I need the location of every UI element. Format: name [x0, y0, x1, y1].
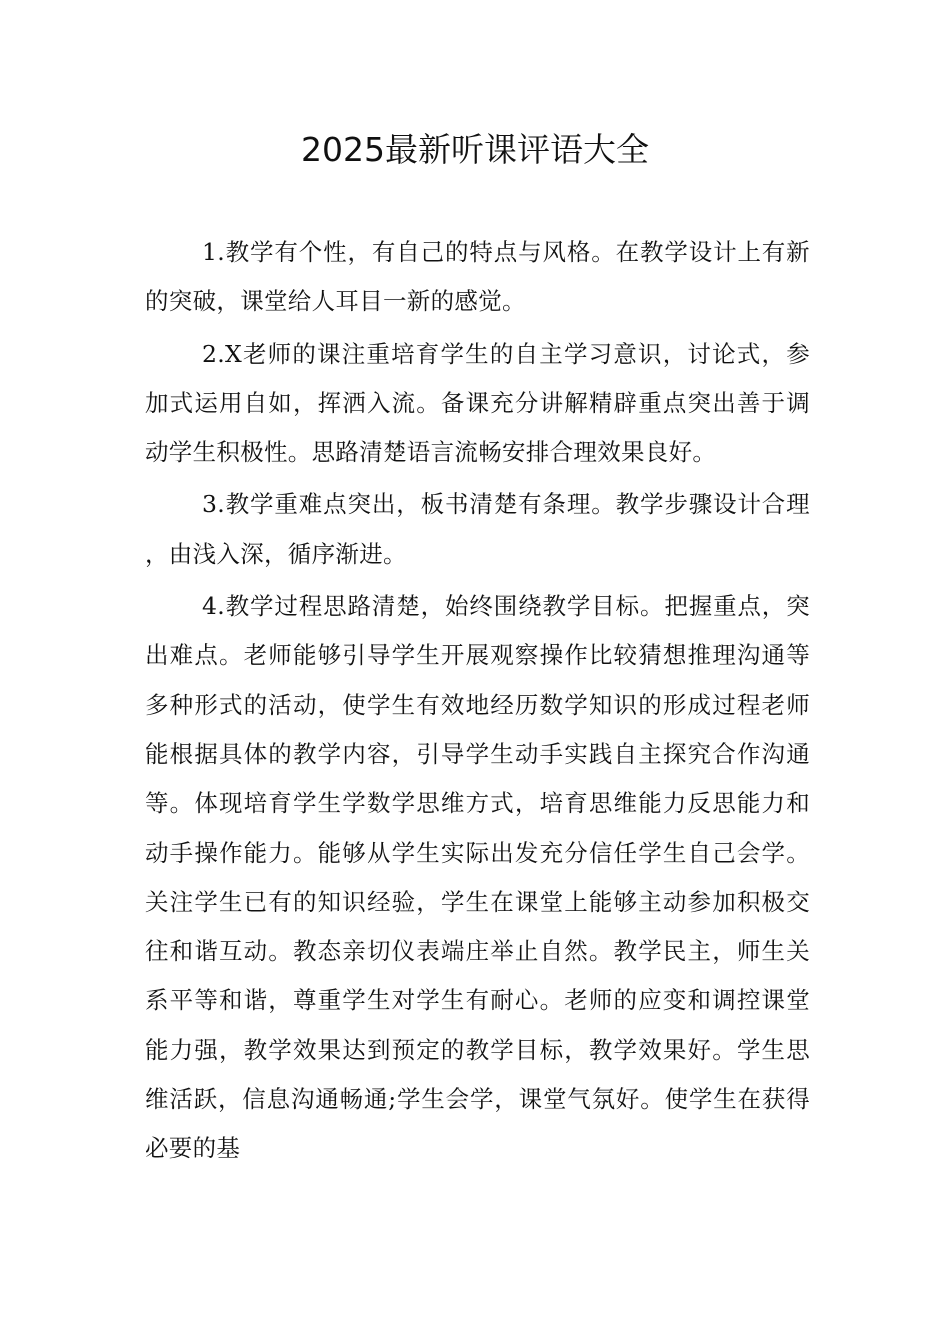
document-title: 2025最新听课评语大全 — [301, 130, 649, 169]
paragraph-3: 3.教学重难点突出，板书清楚有条理。教学步骤设计合理，由浅入深，循序渐进。 — [145, 490, 810, 568]
paragraph-2: 2.X老师的课注重培育学生的自主学习意识，讨论式，参加式运用自如，挥洒入流。备课充分讲解精辟重点突出善于调动学生积极性。思路清楚语言流畅安排合理效果良好。 — [145, 339, 810, 467]
paragraph-4: 4.教学过程思路清楚，始终围绕教学目标。把握重点，突出难点。老师能够引导学生开展观察操作比较猜想推理沟通等多种形式的活动，使学生有效地经历数学知识的形成过程老师能根据具体的教学内容，引导学生动手实践自主探究合作沟通等。体现培育学生学数学思维方式，培育思维能力反思能力和动手操作能力。能够从学生实际出发充分信任学生自己会学。关注学生已有的知识经验，学生在课堂上能够主动参加积极交往和谐互动。教态亲切仪表端庄举止自然。教学民主，师生关系平等和谐，尊重学生对学生有耐心。老师的应变和调控课堂能力强，教学效果达到预定的教学目标，教学效果好。学生思维活跃，信息沟通畅通;学生会学，课堂气氛好。使学生在获得必要的基 — [145, 592, 810, 1163]
document-body — [145, 228, 810, 1177]
paragraph-1: 1.教学有个性，有自己的特点与风格。在教学设计上有新的突破，课堂给人耳目一新的感觉。 — [145, 238, 810, 316]
